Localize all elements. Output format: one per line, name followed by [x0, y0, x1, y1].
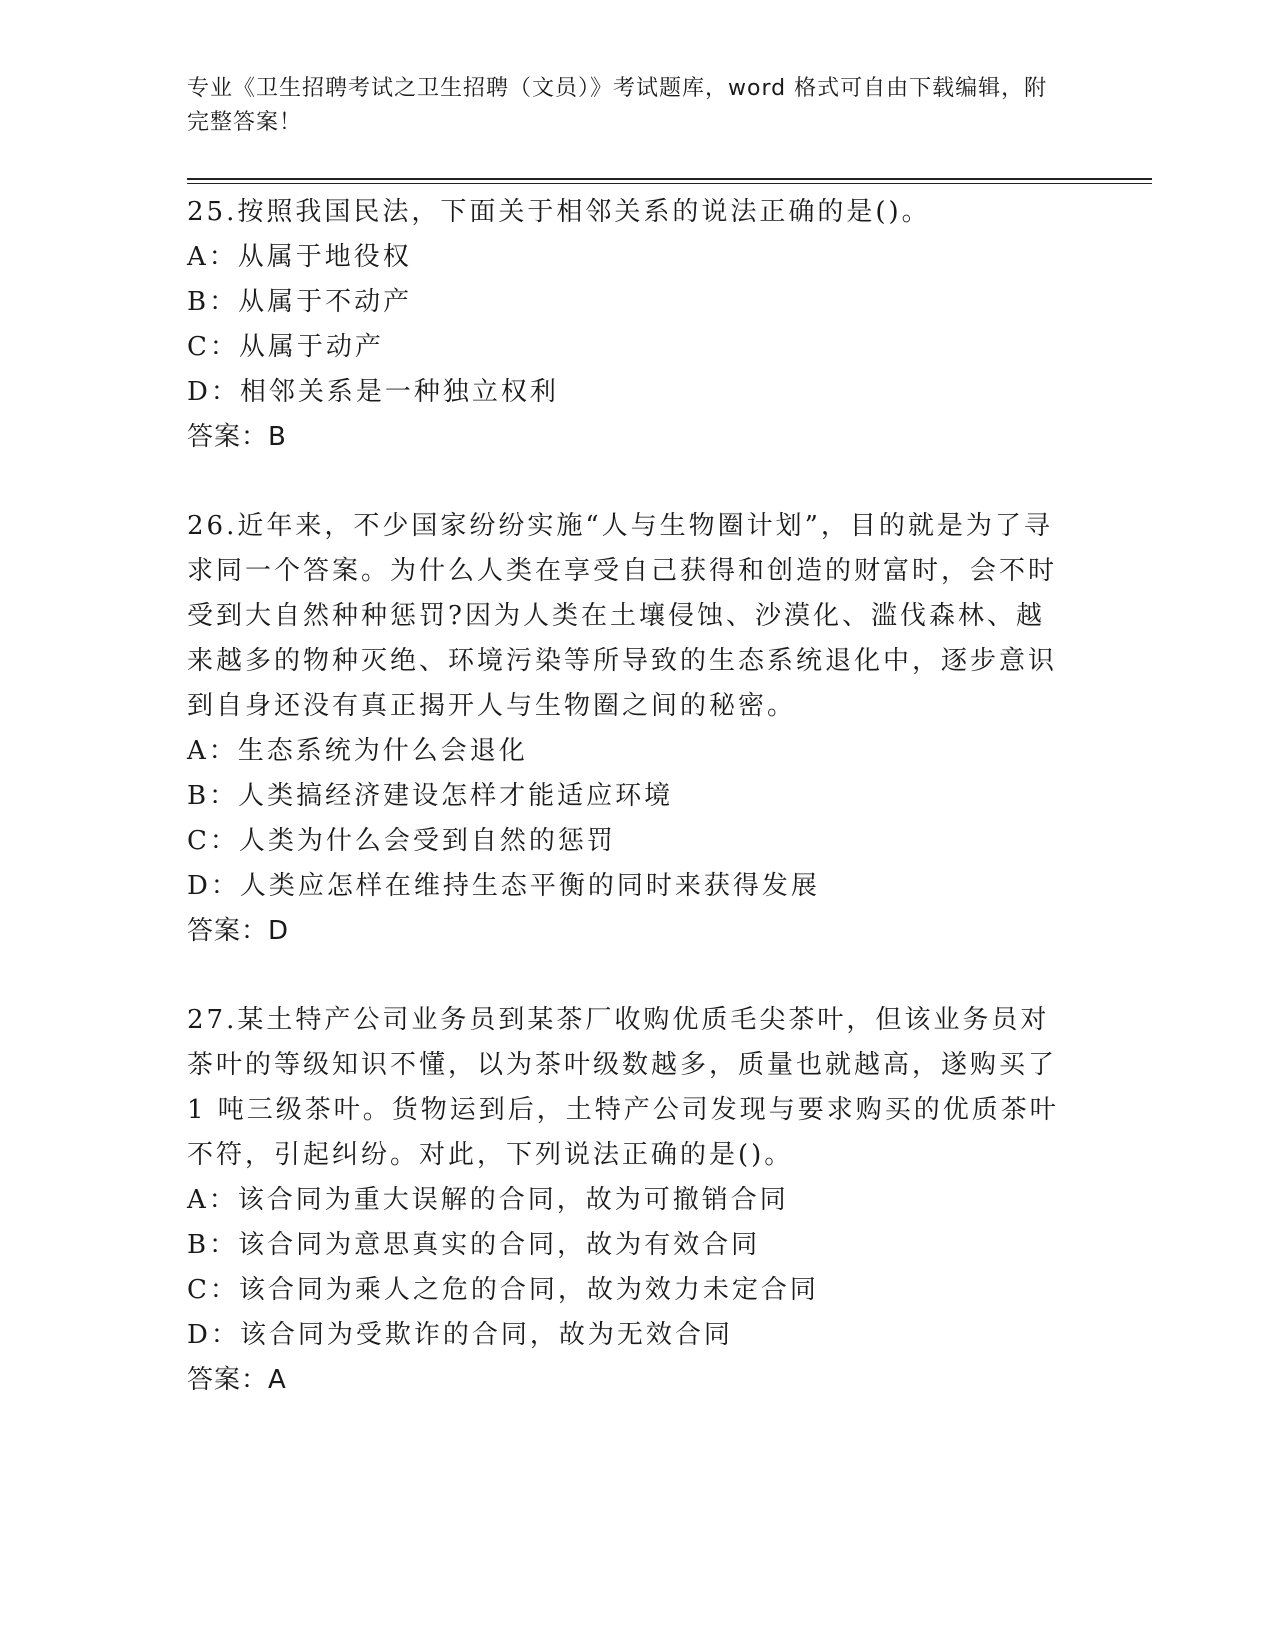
option-d: D：该合同为受欺诈的合同，故为无效合同 — [187, 1320, 733, 1350]
answer: 答案：A — [187, 1365, 287, 1395]
question-stem: 26.近年来，不少国家纷纷实施“人与生物圈计划”，目的就是为了寻求同一个答案。为什么人类在享受自己获得和创造的财富时，会不时受到大自然种种惩罚?因为人类在土壤侵蚀、沙漠化、滥伐森林、越来越多的物种灭绝、环境污染等所导致的生态系统退化中，逐步意识到自身还没有真正揭开人与生物圈之间的秘密。 — [187, 511, 1058, 721]
option-a: A：从属于地役权 — [187, 242, 412, 272]
header-divider — [187, 178, 1152, 184]
document-header: 专业《卫生招聘考试之卫生招聘（文员）》考试题库，word 格式可自由下载编辑，附完整答案！ — [187, 76, 1048, 135]
option-c: C：从属于动产 — [187, 332, 384, 362]
option-b: B：该合同为意思真实的合同，故为有效合同 — [187, 1230, 761, 1260]
question-list — [187, 190, 1067, 1447]
question-25 — [187, 190, 1067, 460]
question-27 — [187, 998, 1067, 1403]
option-b: B：人类搞经济建设怎样才能适应环境 — [187, 781, 674, 811]
option-d: D：人类应怎样在维持生态平衡的同时来获得发展 — [187, 871, 820, 901]
question-stem: 27.某土特产公司业务员到某茶厂收购优质毛尖茶叶，但该业务员对茶叶的等级知识不懂，以为茶叶级数越多，质量也就越高，遂购买了 1 吨三级茶叶。货物运到后，土特产公司发现与要求购买的优质茶叶不符，引起纠纷。对此，下列说法正确的是()。 — [187, 1005, 1059, 1170]
question-26 — [187, 504, 1067, 954]
option-c: C：人类为什么会受到自然的惩罚 — [187, 826, 616, 856]
option-c: C：该合同为乘人之危的合同，故为效力未定合同 — [187, 1275, 819, 1305]
option-d: D：相邻关系是一种独立权利 — [187, 377, 559, 407]
answer: 答案：D — [187, 916, 290, 946]
option-b: B：从属于不动产 — [187, 287, 413, 317]
question-stem: 25.按照我国民法，下面关于相邻关系的说法正确的是()。 — [187, 197, 931, 227]
option-a: A：生态系统为什么会退化 — [187, 736, 528, 766]
option-a: A：该合同为重大误解的合同，故为可撤销合同 — [187, 1185, 789, 1215]
answer: 答案：B — [187, 422, 287, 452]
